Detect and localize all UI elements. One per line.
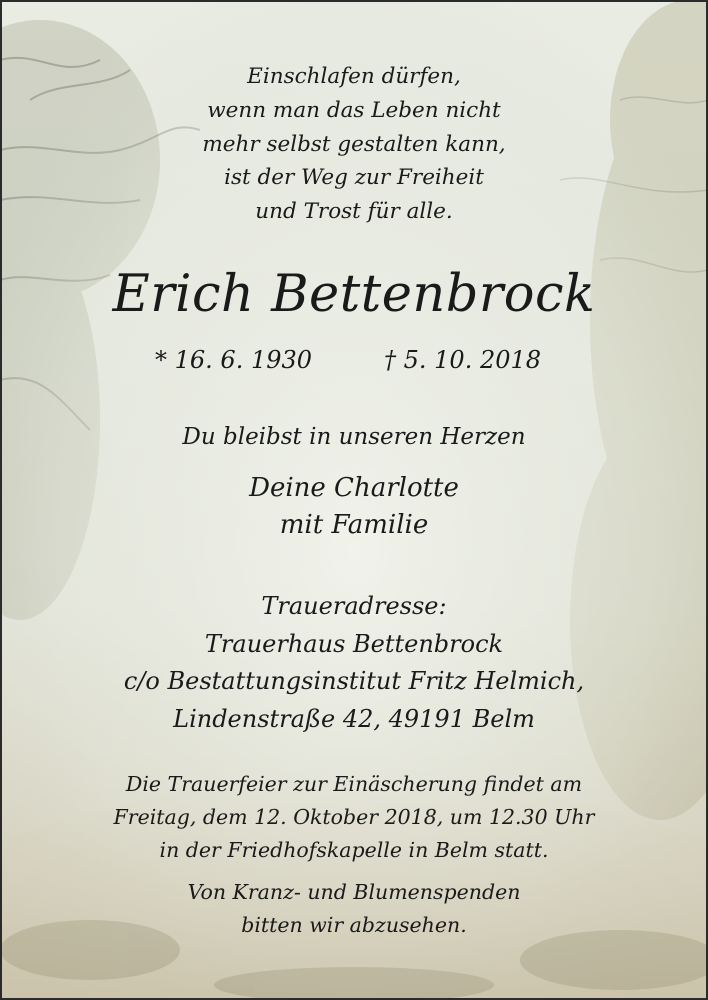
signer-line: Deine Charlotte [249,473,459,503]
poem-line: Einschlafen dürfen, [247,64,461,89]
address-line: Trauerhaus Bettenbrock [204,629,504,658]
flowers-note-line: Von Kranz- und Blumenspenden [187,880,521,904]
mourning-address [0,588,708,738]
poem-line: wenn man das Leben nicht [207,97,501,123]
ceremony-line: Freitag, dem 12. Oktober 2018, um 12.30 Uhr [113,805,595,829]
flowers-note-line: bitten wir abzusehen. [241,913,467,937]
funeral-ceremony-info [0,768,708,867]
address-line: c/o Bestattungsinstitut Fritz Helmich, [123,667,585,695]
ceremony-line: Die Trauerfeier zur Einäscherung findet am [125,772,583,796]
farewell-line: Du bleibst in unseren Herzen [182,424,526,450]
signer-line: mit Familie [279,510,429,540]
birth-date: * 16. 6. 1930 [155,346,313,374]
signers [0,470,708,544]
poem-line: mehr selbst gestalten kann, [202,131,506,157]
address-line: Traueradresse: [261,592,447,620]
address-line: Lindenstraße 42, 49191 Belm [173,704,535,733]
flowers-note [0,876,708,942]
poem-line: und Trost für alle. [255,199,453,225]
poem-verse [0,60,708,229]
deceased-name: Erich Bettenbrock [112,265,596,324]
poem-line: ist der Weg zur Freiheit [224,165,484,191]
death-date: † 5. 10. 2018 [384,346,542,374]
ceremony-line: in der Friedhofskapelle in Belm statt. [159,838,549,862]
